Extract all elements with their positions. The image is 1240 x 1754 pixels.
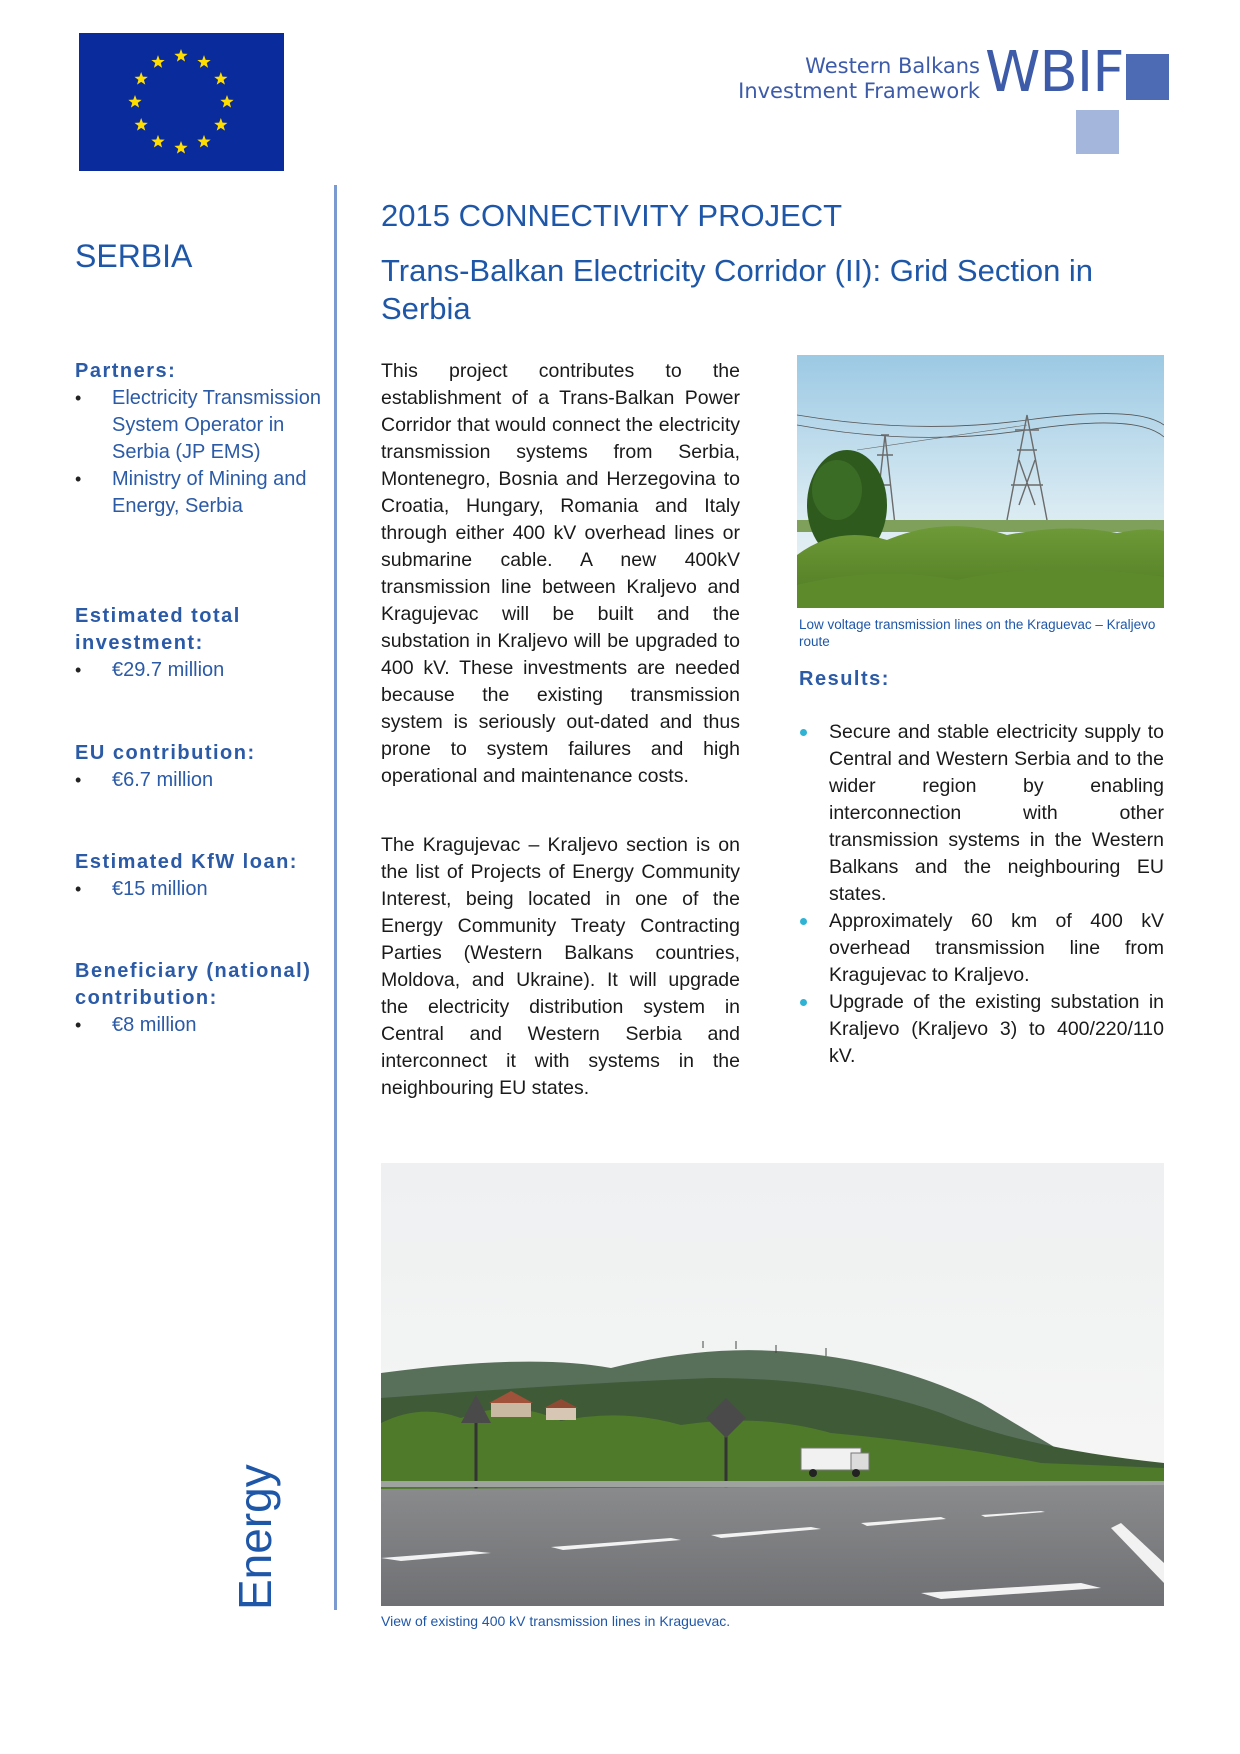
photo2-caption: View of existing 400 kV transmission lines in Kraguevac. — [381, 1613, 731, 1629]
sector-label: Energy — [229, 1464, 281, 1610]
kfw-loan-list — [75, 876, 330, 903]
partner-item: • Ministry of Mining and Energy, Serbia — [75, 466, 330, 520]
country-label: SERBIA — [75, 238, 193, 274]
partner-item: • Electricity Transmission System Operator in Serbia (JP EMS) — [75, 385, 330, 466]
body-text: This project contributes to the establishment of a Trans-Balkan Power Corridor that would connect the electricity transmission systems from Serbia, Montenegro, Bosnia and Herzegovina to Croatia, Hungary, Romania and Italy through either 400 kV overhead lines or submarine cable. A new 400kV transmission line between Kraljevo and Kragujevac will be built and the substation in Kraljevo will be upgraded to 400 kV. These investments are needed because the existing transmission system is seriously out-dated and thus prone to system failures and high operational and maintenance costs. — [381, 360, 740, 787]
body-text: The Kragujevac – Kraljevo section is on the list of Projects of Energy Community Interest, being located in one of the Energy Community Treaty Contracting Parties (Western Balkans countries, Moldova, and Ukraine). It will upgrade the electricity distribution system in Central and Western Serbia and interconnect it with systems in the neighbouring EU states. — [381, 834, 740, 1099]
project-type-heading: 2015 CONNECTIVITY PROJECT — [381, 198, 843, 233]
beneficiary-contribution-value: • €8 million — [75, 1012, 330, 1039]
total-investment-list — [75, 657, 330, 684]
wbif-logo-text — [730, 54, 980, 104]
eu-star-icon — [174, 141, 187, 154]
body-paragraph-1 — [381, 358, 740, 790]
kfw-loan-value: • €15 million — [75, 876, 330, 903]
eu-star-icon — [220, 95, 233, 108]
eu-star-icon — [128, 95, 141, 108]
eu-star-icon — [197, 135, 210, 148]
eu-star-icon — [214, 118, 227, 131]
eu-star-icon — [151, 55, 164, 68]
body-paragraph-2 — [381, 832, 740, 1102]
eu-star-icon — [174, 49, 187, 62]
total-investment-value: • €29.7 million — [75, 657, 330, 684]
result-item: Secure and stable electricity supply to Central and Western Serbia and to the wider region by enabling interconnection with other transmission systems in the Western Balkans and the neighbouring EU states. — [799, 719, 1164, 908]
vertical-divider — [334, 185, 337, 1610]
wbif-logo-mark: WBIF — [985, 40, 1124, 105]
eu-star-icon — [135, 118, 148, 131]
partners-list — [75, 385, 330, 520]
project-title: Trans-Balkan Electricity Corridor (II): Grid Section in Serbia — [381, 253, 1094, 326]
eu-star-icon — [214, 72, 227, 85]
eu-contribution-heading: EU contribution: — [75, 742, 256, 764]
wbif-logo-square-light — [1076, 110, 1119, 154]
eu-star-icon — [151, 135, 164, 148]
wbif-logo-line1: Western Balkans — [805, 54, 980, 78]
highway-photo — [381, 1163, 1164, 1606]
eu-flag-logo — [79, 33, 284, 171]
result-item: Approximately 60 km of 400 kV overhead transmission line from Kragujevac to Kraljevo. — [799, 908, 1164, 989]
results-list — [799, 719, 1164, 1070]
eu-star-icon — [197, 55, 210, 68]
eu-star-icon — [135, 72, 148, 85]
eu-stars-icon — [79, 33, 284, 171]
eu-contribution-value: • €6.7 million — [75, 767, 330, 794]
photo1-caption: Low voltage transmission lines on the Kraguevac – Kraljevo route — [799, 617, 1156, 649]
partners-heading: Partners: — [75, 360, 177, 382]
transmission-lines-photo — [797, 355, 1164, 608]
kfw-loan-heading: Estimated KfW loan: — [75, 851, 298, 873]
total-investment-heading: Estimated total investment: — [75, 605, 241, 654]
result-item: Upgrade of the existing substation in Kraljevo (Kraljevo 3) to 400/220/110 kV. — [799, 989, 1164, 1070]
wbif-logo-line2: Investment Framework — [738, 79, 980, 103]
eu-contribution-list — [75, 767, 330, 794]
wbif-logo-square-dark — [1126, 54, 1169, 100]
results-heading: Results: — [799, 668, 890, 690]
beneficiary-contribution-list — [75, 1012, 330, 1039]
beneficiary-contribution-heading: Beneficiary (national) contribution: — [75, 960, 312, 1009]
